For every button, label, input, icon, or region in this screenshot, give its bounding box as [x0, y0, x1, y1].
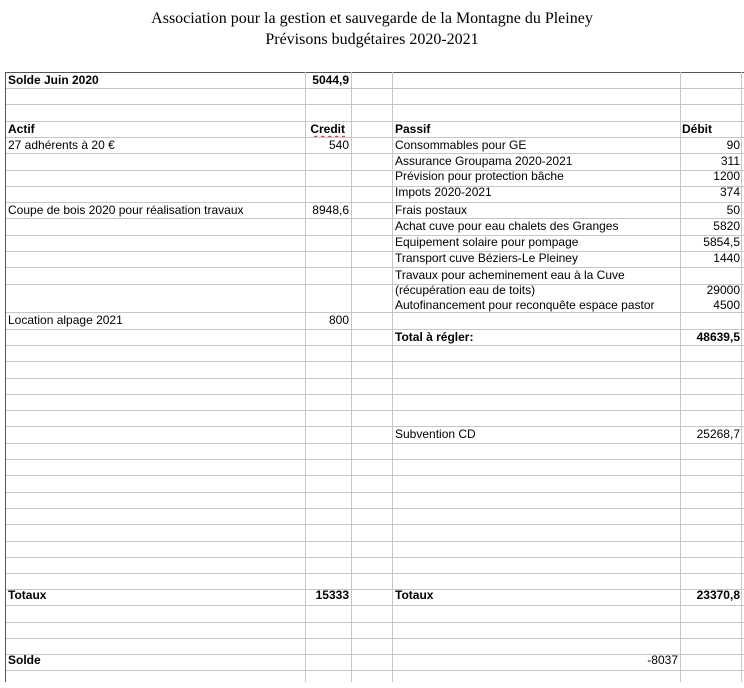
actif-row-label: 27 adhérents à 20 € — [8, 138, 115, 152]
passif-row-value: 29000 — [706, 283, 740, 297]
debit-header: Débit — [682, 122, 712, 136]
passif-row-label: Consommables pour GE — [395, 138, 527, 152]
actif-header: Actif — [8, 122, 35, 136]
passif-header: Passif — [395, 122, 431, 136]
document-subtitle: Prévisons budgétaires 2020-2021 — [265, 31, 479, 48]
passif-row-label: Achat cuve pour eau chalets des Granges — [395, 219, 619, 233]
solde-label: Solde — [8, 653, 41, 667]
budget-sheet — [5, 72, 744, 682]
actif-row-value: 540 — [328, 138, 349, 152]
subvention-value: 25268,7 — [696, 427, 740, 441]
passif-row-value: 5820 — [713, 219, 740, 233]
passif-row-label-cont: (récupération eau de toits) — [395, 283, 536, 297]
total-a-regler-value: 48639,5 — [696, 330, 740, 344]
totaux-left-label: Totaux — [8, 588, 47, 602]
actif-row-value: 800 — [328, 313, 349, 327]
passif-row-value: 311 — [720, 154, 740, 168]
actif-row-label: Location alpage 2021 — [8, 313, 123, 327]
totaux-right-label: Totaux — [395, 588, 434, 602]
totaux-right-value: 23370,8 — [696, 588, 740, 602]
passif-row-value: 1200 — [713, 169, 740, 183]
passif-row-label: Autofinancement pour reconquête espace pastor — [395, 298, 655, 312]
solde-juin-label: Solde Juin 2020 — [8, 73, 99, 87]
passif-row-label: Equipement solaire pour pompage — [395, 235, 579, 249]
passif-row-label: Travaux pour acheminement eau à la Cuve — [395, 268, 625, 282]
subvention-label: Subvention CD — [395, 427, 476, 441]
passif-row-label: Frais postaux — [395, 203, 468, 217]
actif-row-value: 8948,6 — [312, 203, 349, 217]
passif-row-label: Impots 2020-2021 — [395, 185, 492, 199]
actif-row-label: Coupe de bois 2020 pour réalisation travaux — [8, 203, 244, 217]
passif-row-value: 5854,5 — [703, 235, 740, 249]
solde-juin-value: 5044,9 — [312, 73, 349, 87]
totaux-left-value: 15333 — [315, 588, 349, 602]
passif-row-label: Assurance Groupama 2020-2021 — [395, 154, 573, 168]
passif-row-value: 90 — [726, 138, 740, 152]
solde-value: -8037 — [647, 653, 678, 667]
passif-row-label: Prévision pour protection bâche — [395, 169, 564, 183]
passif-row-value: 374 — [719, 185, 740, 199]
passif-row-value: 50 — [726, 203, 740, 217]
passif-row-label: Transport cuve Béziers-Le Pleiney — [395, 251, 578, 265]
credit-header: Credit — [310, 122, 345, 136]
document-title: Association pour la gestion et sauvegarde de la Montagne du Pleiney — [151, 10, 593, 27]
passif-row-value: 1440 — [713, 251, 740, 265]
total-a-regler-label: Total à régler: — [395, 330, 474, 344]
passif-row-value: 4500 — [713, 298, 740, 312]
